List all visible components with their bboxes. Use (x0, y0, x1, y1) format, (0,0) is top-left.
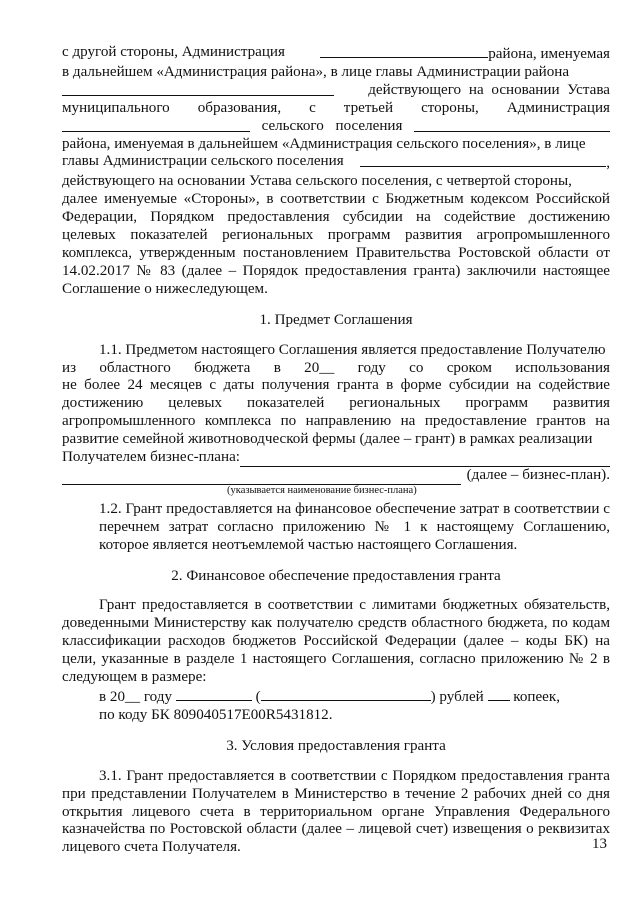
section-2-heading: 2. Финансовое обеспечение предоставления гранта (171, 567, 501, 584)
word: стороны, (421, 99, 479, 116)
s2-kbk-line: по коду БК 809040517E00R5431812. (99, 706, 333, 723)
blank-field[interactable] (414, 118, 610, 132)
business-plan-name-field-2[interactable] (62, 471, 461, 485)
word: третьей (343, 99, 394, 116)
word: областного (99, 359, 171, 376)
business-plan-name-field[interactable] (240, 453, 610, 467)
word: со (409, 359, 424, 376)
s2-text: ( (255, 689, 261, 705)
blank-field[interactable] (320, 44, 488, 58)
intro-line-7: главы Администрации сельского поселения , (62, 153, 610, 172)
word: с (309, 99, 316, 116)
intro-paragraph: далее именуемые «Стороны», в соответствии с Бюджетным кодексом Российской Федерации, Порядком предоставления субсидии на содействие достижению целевых показателей региональных программ развития агропромышленного комплекса, утвержденным постановлением Правительства Ростовской области от 14.02.2017 № 83 (далее – Порядок предоставления гранта) заключили настоящее Соглашение о нижеследующем. (62, 191, 610, 297)
intro-text: района, именуемая (488, 46, 610, 62)
blank-field[interactable] (62, 82, 334, 96)
amount-words-field[interactable] (261, 687, 431, 701)
intro-line-5 (62, 118, 610, 136)
s3-p1: 3.1. Грант предоставляется в соответствии с Порядком предоставления гранта при представлении Получателем в Министерство в течение 2 рабочих дней со дня открытия лицевого счета в территориальном органе Управления Федерального казначейства по Ростовской области (далее – лицевой счет) извещения о реквизитах лицевого счета Получателя. (62, 767, 610, 856)
s1-p1-last-line (62, 449, 610, 467)
word: 20__ (304, 359, 335, 376)
s1-p1-line-1: 1.1. Предметом настоящего Соглашения является предоставление Получателю (99, 341, 606, 358)
blank-field[interactable] (360, 153, 606, 167)
word: муниципального (62, 99, 170, 116)
s1-text: Получателем бизнес-плана: (62, 449, 240, 466)
s1-p1-tail-line (62, 467, 610, 485)
s2-p1: Грант предоставляется в соответствии с лимитами бюджетных обязательств, доведенными Министерству как получателю средств областного бюджета, по кодам классификации расходов бюджетов Российской Федерации (далее – коды БК) на цели, указанные в разделе 1 настоящего Соглашения, согласно приложению № 2 в следующем в размере: (62, 597, 610, 686)
s1-text: (далее – бизнес-план). (466, 466, 610, 483)
intro-text: с другой стороны, Администрация (62, 44, 285, 60)
field-hint: (указывается наименование бизнес-плана) (227, 484, 417, 496)
intro-line-1 (62, 44, 610, 64)
section-1-heading: 1. Предмет Соглашения (259, 311, 413, 328)
s1-p1-line-2 (62, 360, 610, 378)
section-3-heading: 3. Условия предоставления гранта (226, 737, 446, 754)
word: бюджета (194, 359, 251, 376)
s1-p1-body: не более 24 месяцев с даты получения гранта в форме субсидии на содействие достижению целевых показателей региональных программ развития агропромышленного комплекса по направлению на предоставление грантов на развитие семейной животноводческой фермы (далее – грант) в рамках реализации (62, 377, 610, 448)
word: использования (515, 359, 610, 376)
intro-line-6: района, именуемая в дальнейшем «Администрация сельского поселения», в лице (62, 135, 586, 152)
word: в (273, 359, 281, 376)
s2-text: ) рублей (430, 689, 484, 705)
intro-text: действующего на основании Устава (368, 81, 610, 98)
intro-line-2: в дальнейшем «Администрация района», в лице главы Администрации района (62, 63, 570, 80)
intro-text: сельского поселения (261, 117, 403, 134)
s2-text: в 20__ году (99, 689, 173, 705)
intro-line-3 (62, 82, 610, 100)
word: сроком (446, 359, 492, 376)
page-number: 13 (592, 836, 607, 852)
blank-field[interactable] (62, 118, 250, 132)
word: образования, (197, 99, 282, 116)
word: из (62, 359, 77, 376)
s1-p2: 1.2. Грант предоставляется на финансовое обеспечение затрат в соответствии с перечнем затрат согласно приложению № 1 к настоящему Соглашению, которое является неотъемлемой частью настоящего Соглашения. (99, 500, 610, 553)
word: году (357, 359, 386, 376)
kopecks-field[interactable] (488, 687, 510, 701)
word: Администрация (506, 99, 610, 116)
amount-number-field[interactable] (176, 687, 252, 701)
intro-line-4 (62, 100, 610, 118)
intro-text: главы Администрации сельского поселения (62, 153, 344, 170)
s2-text: копеек, (513, 689, 560, 705)
document-body (62, 44, 610, 857)
s2-amount-line (62, 687, 610, 707)
intro-line-8: действующего на основании Устава сельского поселения, с четвертой стороны, (62, 173, 572, 190)
